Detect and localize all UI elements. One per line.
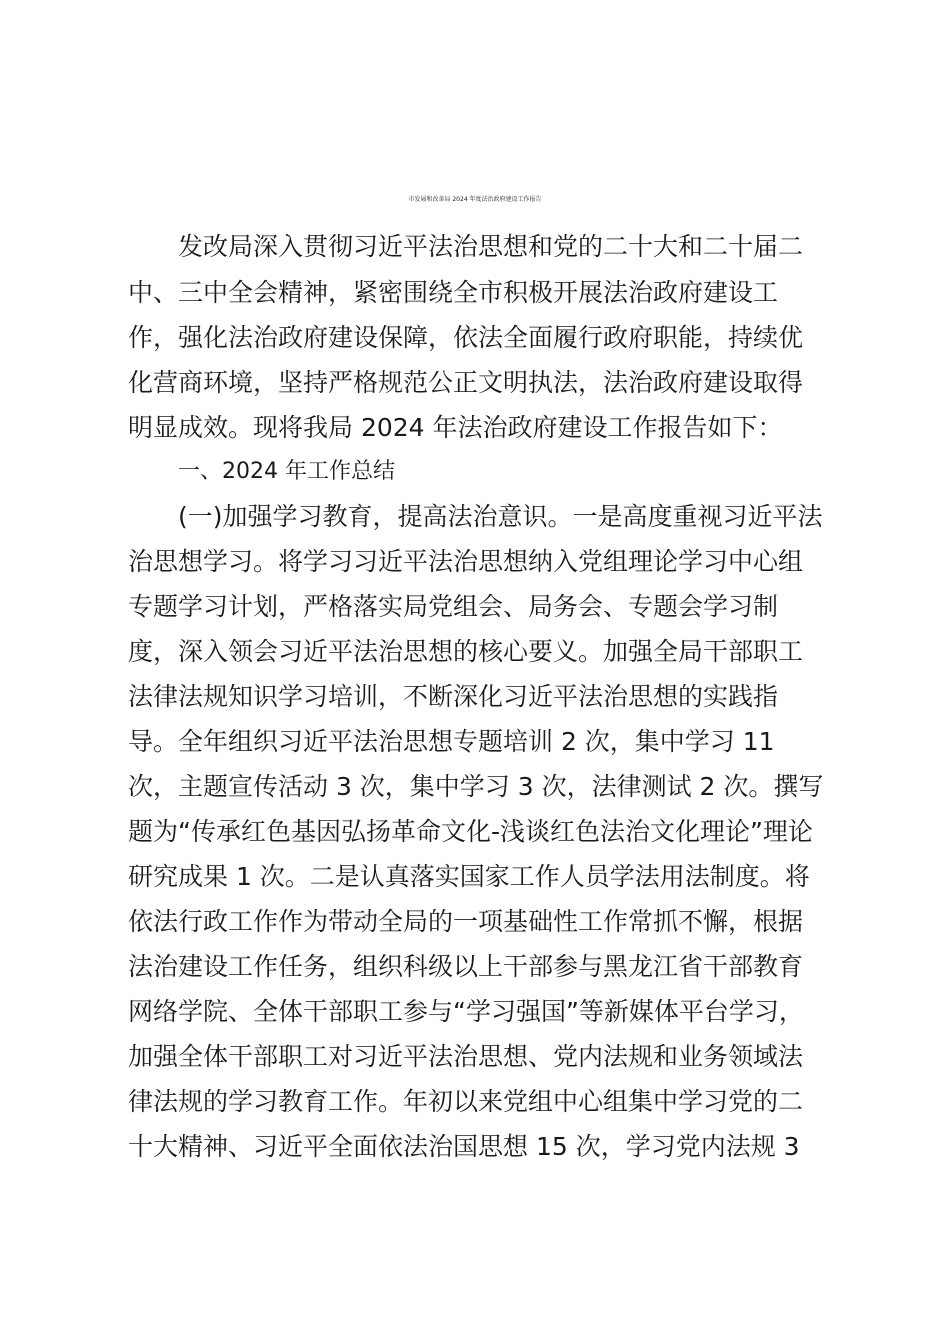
body-line: (一)加强学习教育，提高法治意识。一是高度重视习近平法 [178,502,823,531]
body-line: 加强全体干部职工对习近平法治思想、党内法规和业务领域法 [128,1042,804,1071]
intro-line: 作，强化法治政府建设保障，依法全面履行政府职能，持续优 [128,323,804,352]
intro-line: 发改局深入贯彻习近平法治思想和党的二十大和二十届二 [178,232,804,261]
body-line: 研究成果 1 次。二是认真落实国家工作人员学法用法制度。将 [128,862,810,891]
document-title: 市发展和改革局 2024 年度法治政府建设工作报告 [408,196,542,203]
body-line: 题为“传承红色基因弘扬革命文化-浅谈红色法治文化理论”理论 [128,817,813,846]
body-line: 治思想学习。将学习习近平法治思想纳入党组理论学习中心组 [128,547,804,576]
body-line: 次，主题宣传活动 3 次，集中学习 3 次，法律测试 2 次。撰写 [128,772,824,801]
body-line: 依法行政工作作为带动全局的一项基础性工作常抓不懈，根据 [128,907,804,936]
body-line: 十大精神、习近平全面依法治国思想 15 次，学习党内法规 3 [128,1132,800,1161]
intro-line: 化营商环境，坚持严格规范公正文明执法，法治政府建设取得 [128,368,804,397]
body-line: 律法规的学习教育工作。年初以来党组中心组集中学习党的二 [128,1087,804,1116]
intro-line: 中、三中全会精神，紧密围绕全市积极开展法治政府建设工 [128,278,779,307]
body-line: 法治建设工作任务，组织科级以上干部参与黑龙江省干部教育 [128,952,804,981]
body-line: 度，深入领会习近平法治思想的核心要义。加强全局干部职工 [128,637,804,666]
intro-line: 明显成效。现将我局 2024 年法治政府建设工作报告如下： [128,413,783,442]
body-line: 导。全年组织习近平法治思想专题培训 2 次，集中学习 11 [128,727,775,756]
body-line: 网络学院、全体干部职工参与“学习强国”等新媒体平台学习， [128,997,804,1026]
body-line: 专题学习计划，严格落实局党组会、局务会、专题会学习制 [128,592,779,621]
section-heading: 一、2024 年工作总结 [178,459,395,484]
body-line: 法律法规知识学习培训，不断深化习近平法治思想的实践指 [128,682,779,711]
